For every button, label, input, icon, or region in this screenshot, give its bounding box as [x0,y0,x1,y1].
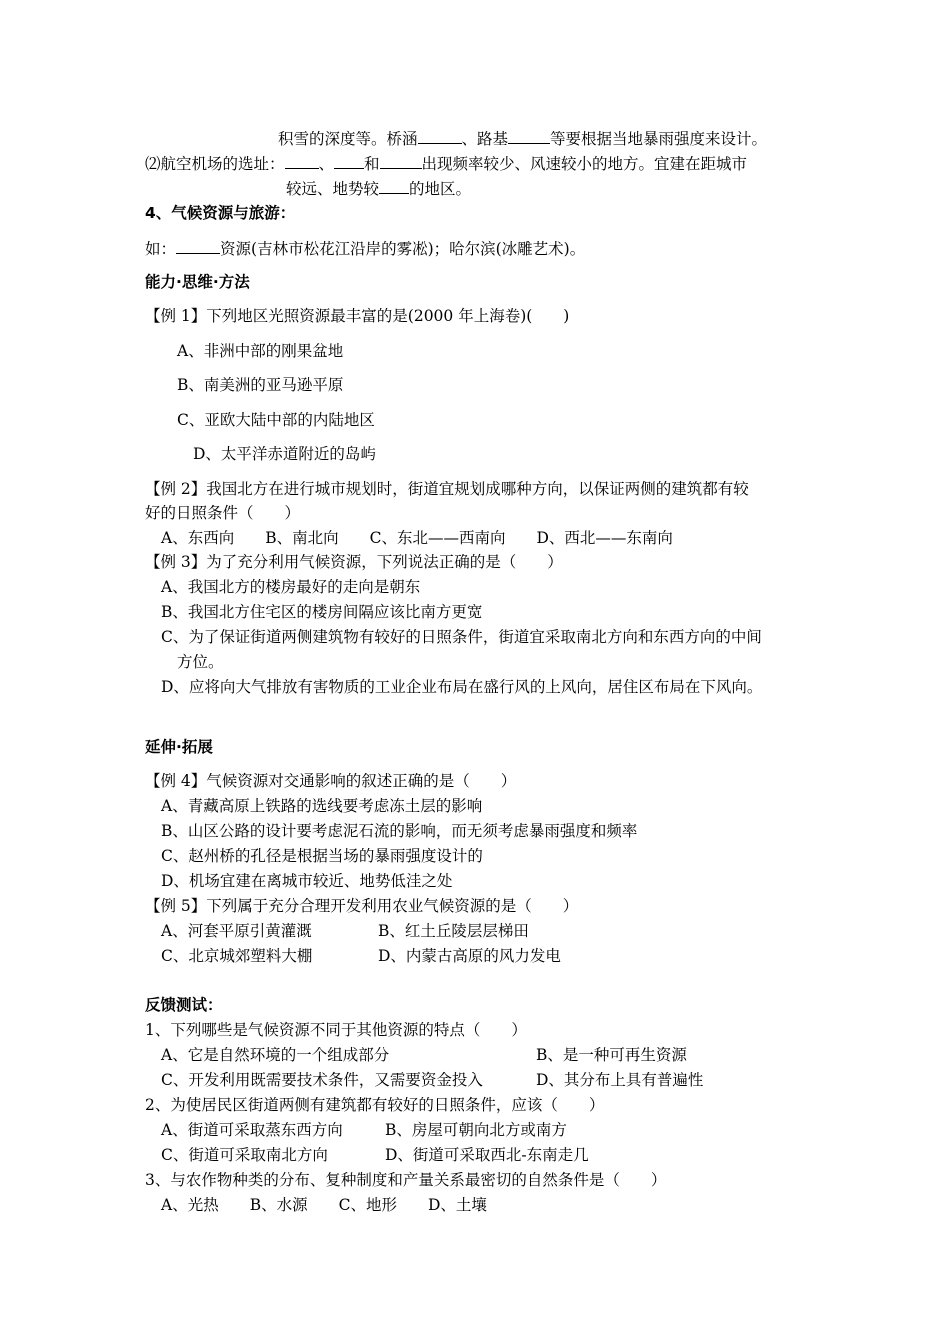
text-segment: 较远、地势较 [286,180,380,198]
text-segment: 如： [145,240,177,258]
text-line [145,238,585,259]
question: 【例 1】下列地区光照资源最丰富的是(2000 年上海卷)( ) [145,307,570,325]
section-heading: 4、气候资源与旅游： [145,204,296,222]
option: B、南美洲的亚马逊平原 [177,376,344,394]
option: C、街道可采取南北方向 [161,1146,328,1164]
text-line [145,153,747,174]
question: 【例 5】下列属于充分合理开发利用农业气候资源的是（ ） [145,897,579,915]
option: A、它是自然环境的一个组成部分 [161,1046,390,1064]
option: D、其分布上具有普遍性 [536,1071,704,1089]
blank [379,178,409,194]
option: B、山区公路的设计要考虑泥石流的影响，而无须考虑暴雨强度和频率 [161,822,638,840]
option: C、开发利用既需要技术条件，又需要资金投入 [161,1071,483,1089]
text-segment: 积雪的深度等。桥涵 [278,130,418,148]
question: 1、下列哪些是气候资源不同于其他资源的特点（ ） [145,1021,527,1039]
option: D、内蒙古高原的风力发电 [378,947,561,965]
question: 【例 4】气候资源对交通影响的叙述正确的是（ ） [145,772,517,790]
option: D、太平洋赤道附近的岛屿 [193,445,376,463]
blank [380,153,422,169]
question: 2、为使居民区街道两侧有建筑都有较好的日照条件，应该（ ） [145,1096,605,1114]
option: C、为了保证街道两侧建筑物有较好的日照条件，街道宜采取南北方向和东西方向的中间 [161,628,762,646]
text-segment: ⑵航空机场的选址： [145,155,285,173]
text-segment: 出现频率较少、风速较小的地方。宜建在距城市 [421,155,748,173]
text-line [286,178,471,199]
blank [176,238,220,254]
option: 方位。 [177,653,224,671]
blank [334,153,364,169]
text-segment: 的地区。 [409,180,472,198]
option: B、红土丘陵层层梯田 [378,922,529,940]
blank [508,128,550,144]
text-line [278,128,767,149]
text-segment: 、路基 [461,130,509,148]
option: C、亚欧大陆中部的内陆地区 [177,411,375,429]
option: B、房屋可朝向北方或南方 [385,1121,567,1139]
option: D、机场宜建在离城市较近、地势低洼之处 [161,872,453,890]
text-segment: 、 [318,155,335,173]
question: 3、与农作物种类的分布、复种制度和产量关系最密切的自然条件是（ ） [145,1171,667,1189]
option: B、是一种可再生资源 [536,1046,687,1064]
option: D、街道可采取西北-东南走几 [385,1146,589,1164]
option: A、青藏高原上铁路的选线要考虑冻土层的影响 [161,797,483,815]
option: A、非洲中部的刚果盆地 [177,342,344,360]
option: B、我国北方住宅区的楼房间隔应该比南方更宽 [161,603,483,621]
option: C、赵州桥的孔径是根据当场的暴雨强度设计的 [161,847,483,865]
question: 好的日照条件（ ） [145,504,301,522]
section-heading: 延伸·拓展 [145,738,213,756]
option-row: A、光热 B、水源 C、地形 D、土壤 [161,1196,487,1214]
text-segment: 等要根据当地暴雨强度来设计。 [550,130,768,148]
section-heading: 反馈测试： [145,996,223,1014]
blank [418,128,462,144]
option-row: A、东西向 B、南北向 C、东北——西南向 D、西北——东南向 [161,529,673,547]
text-segment: 和 [364,155,380,173]
option: A、街道可采取蒸东西方向 [161,1121,343,1139]
option: D、应将向大气排放有害物质的工业企业布局在盛行风的上风向，居住区布局在下风向。 [161,678,763,696]
blank [285,153,319,169]
question: 【例 3】为了充分利用气候资源，下列说法正确的是（ ） [145,553,563,571]
text-segment: 资源(吉林市松花江沿岸的雾凇)；哈尔滨(冰雕艺术)。 [220,240,586,258]
option: A、河套平原引黄灌溉 [161,922,312,940]
option: A、我国北方的楼房最好的走向是朝东 [161,578,421,596]
option: C、北京城郊塑料大棚 [161,947,313,965]
section-heading: 能力·思维·方法 [145,273,250,291]
question: 【例 2】我国北方在进行城市规划时，街道宜规划成哪种方向，以保证两侧的建筑都有较 [145,480,749,498]
